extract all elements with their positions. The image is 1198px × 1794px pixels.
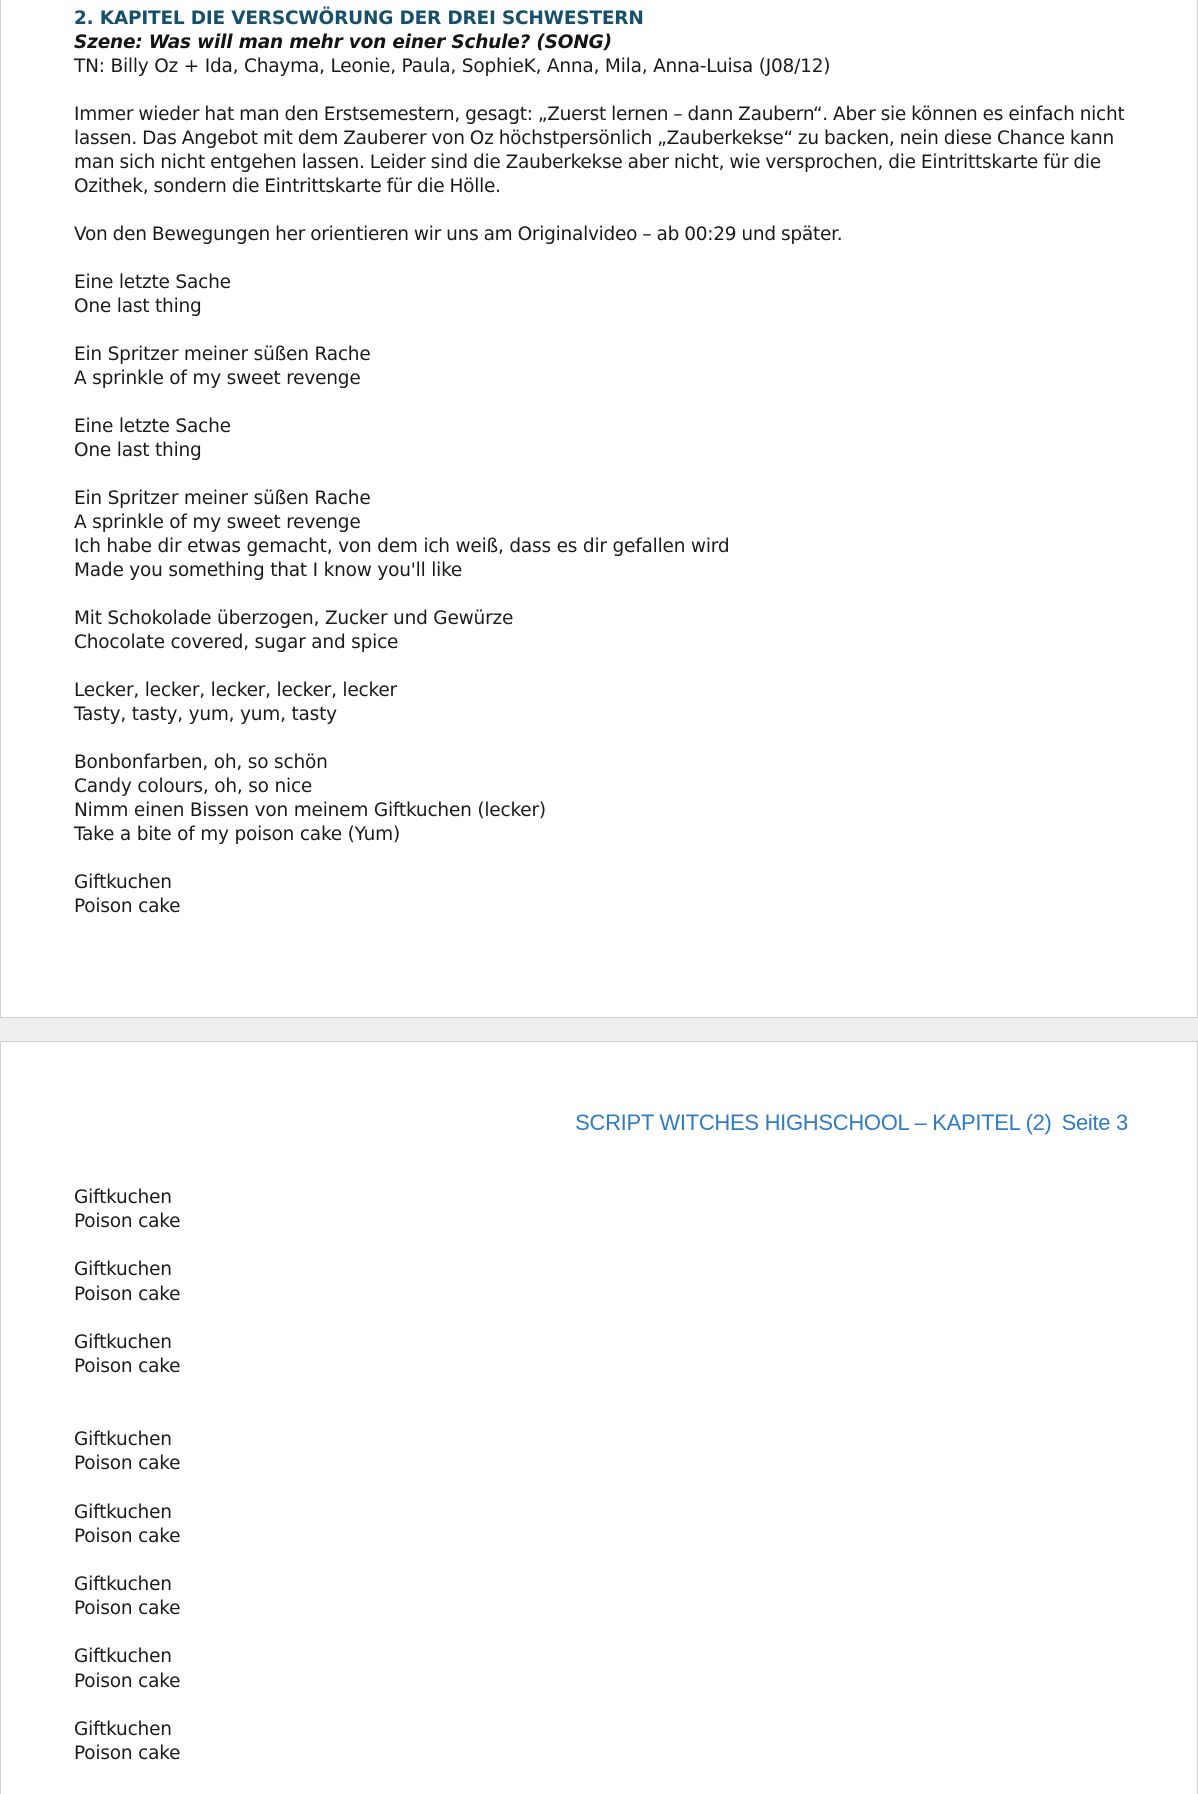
lyric-line-english: Poison cake — [74, 1525, 181, 1547]
lyric-line-english: One last thing — [74, 296, 202, 317]
lyric-line-german: Nimm einen Bissen von meinem Giftkuchen (lecker) — [74, 800, 546, 821]
running-header — [575, 1110, 1128, 1136]
lyric-line-english: A sprinkle of my sweet revenge — [74, 368, 361, 389]
lyric-stanza — [74, 1331, 1137, 1379]
lyric-line-german: Giftkuchen — [74, 1646, 172, 1668]
lyric-line-english: Poison cake — [74, 1743, 181, 1765]
lyric-stanza — [74, 1186, 1137, 1234]
lyric-stanza — [74, 1645, 1137, 1693]
lyric-line-english: One last thing — [74, 440, 202, 461]
chapter-heading: 2. KAPITEL DIE VERSCWÖRUNG DER DREI SCHWESTERN — [74, 8, 644, 29]
lyric-line-german: Giftkuchen — [74, 1187, 172, 1208]
lyric-line-english: Poison cake — [74, 1670, 181, 1692]
lyric-line-english: Poison cake — [74, 1453, 181, 1475]
lyric-line-english: Poison cake — [74, 896, 181, 917]
lyric-line-german: Bonbonfarben, oh, so schön — [74, 752, 328, 773]
lyric-line-english: A sprinkle of my sweet revenge — [74, 512, 361, 533]
lyric-stanza — [74, 751, 1137, 847]
page-number: Seite 3 — [1061, 1110, 1128, 1135]
lyric-stanza — [74, 487, 1137, 583]
scene-title: Szene: Was will man mehr von einer Schule? (SONG) — [74, 32, 612, 53]
lyric-line-english: Made you something that I know you'll like — [74, 560, 463, 581]
lyric-line-german: Giftkuchen — [74, 1501, 172, 1523]
lyric-stanza — [74, 271, 1137, 319]
lyric-stanza — [74, 871, 1137, 919]
page-body — [74, 1186, 1137, 1766]
lyric-line-german: Lecker, lecker, lecker, lecker, lecker — [74, 680, 397, 701]
lyric-line-german: Ein Spritzer meiner süßen Rache — [74, 488, 371, 509]
lyric-line-english: Poison cake — [74, 1283, 181, 1305]
lyric-line-german: Ich habe dir etwas gemacht, von dem ich weiß, dass es dir gefallen wird — [74, 536, 730, 557]
lyric-line-english: Poison cake — [74, 1211, 181, 1233]
lyric-stanza — [74, 1258, 1137, 1306]
lyric-stanza — [74, 1573, 1137, 1621]
participants-line: TN: Billy Oz + Ida, Chayma, Leonie, Paula, SophieK, Anna, Mila, Anna-Luisa (J08/12) — [74, 56, 831, 77]
lyric-line-german: Giftkuchen — [74, 1259, 172, 1281]
lyric-line-german: Giftkuchen — [74, 872, 172, 893]
lyric-line-english: Poison cake — [74, 1356, 181, 1378]
movement-note: Von den Bewegungen her orientieren wir uns am Originalvideo – ab 00:29 und später. — [74, 224, 843, 245]
lyric-line-german: Mit Schokolade überzogen, Zucker und Gewürze — [74, 608, 514, 629]
lyric-line-english: Tasty, tasty, yum, yum, tasty — [74, 704, 337, 725]
document-page — [0, 1041, 1198, 1794]
lyric-stanza — [74, 679, 1137, 727]
lyric-line-german: Giftkuchen — [74, 1331, 172, 1353]
lyric-stanza — [74, 607, 1137, 655]
lyric-line-german: Eine letzte Sache — [74, 272, 231, 293]
page-body — [74, 7, 1137, 919]
lyric-line-english: Chocolate covered, sugar and spice — [74, 632, 399, 653]
lyric-stanza — [74, 343, 1137, 391]
intro-line: Ozithek, sondern die Eintrittskarte für die Hölle. — [74, 176, 501, 197]
lyric-line-english: Poison cake — [74, 1598, 181, 1620]
lyric-line-english: Candy colours, oh, so nice — [74, 776, 313, 797]
lyric-stanza — [74, 1718, 1137, 1766]
lyric-line-german: Giftkuchen — [74, 1718, 172, 1740]
lyric-line-german: Ein Spritzer meiner süßen Rache — [74, 344, 371, 365]
lyric-line-german: Giftkuchen — [74, 1574, 172, 1596]
lyric-line-english: Take a bite of my poison cake (Yum) — [74, 824, 401, 845]
lyric-stanza — [74, 1428, 1137, 1476]
intro-line: lassen. Das Angebot mit dem Zauberer von Oz höchstpersönlich „Zauberkekse“ zu backen, nein diese Chance kann — [74, 128, 1115, 149]
running-header-title: SCRIPT WITCHES HIGHSCHOOL – KAPITEL (2) — [575, 1110, 1052, 1135]
intro-line: man sich nicht entgehen lassen. Leider sind die Zauberkekse aber nicht, wie versprochen, die Eintrittskarte für die — [74, 152, 1101, 173]
lyric-stanza — [74, 415, 1137, 463]
lyric-line-german: Eine letzte Sache — [74, 416, 231, 437]
lyric-line-german: Giftkuchen — [74, 1429, 172, 1451]
lyric-stanza — [74, 1501, 1137, 1549]
intro-line: Immer wieder hat man den Erstsemestern, gesagt: „Zuerst lernen – dann Zaubern“. Aber sie können es einfach nicht — [74, 104, 1125, 125]
